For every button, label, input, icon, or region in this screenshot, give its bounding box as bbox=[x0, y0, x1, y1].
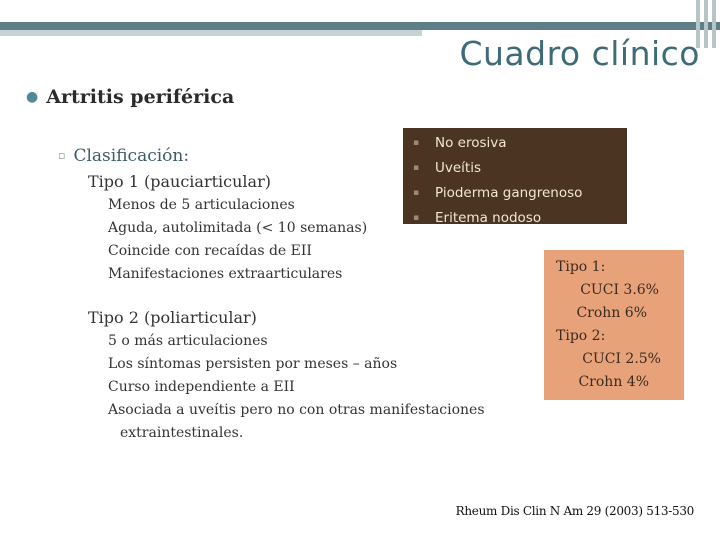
list-item bbox=[106, 353, 485, 376]
prevalencia-box bbox=[544, 250, 684, 400]
list-item-text: No erosiva bbox=[435, 135, 507, 151]
square-bullet-icon: ▫ bbox=[58, 149, 66, 162]
main-bullet bbox=[26, 86, 234, 108]
list-item bbox=[413, 182, 627, 207]
tipo2-list bbox=[106, 330, 485, 445]
square-bullet-icon: ▪ bbox=[413, 188, 420, 198]
list-item-text: Aguda, autolimitada (< 10 semanas) bbox=[108, 220, 368, 236]
clasificacion-heading bbox=[58, 146, 189, 166]
list-item-text: Uveítis bbox=[435, 160, 482, 176]
list-item bbox=[106, 194, 367, 217]
header-band-dark bbox=[0, 22, 720, 30]
reference-citation: Rheum Dis Clin N Am 29 (2003) 513-530 bbox=[455, 504, 694, 518]
list-item-text: Curso independiente a EII bbox=[108, 379, 295, 395]
tipo1-list bbox=[106, 194, 367, 286]
clasificacion-text: Clasificación: bbox=[73, 146, 190, 166]
list-item-text: Menos de 5 articulaciones bbox=[108, 197, 295, 213]
tipo2-heading-text: Tipo 2 (poliarticular) bbox=[88, 308, 257, 327]
tipo1-heading-text: Tipo 1 (pauciarticular) bbox=[88, 172, 271, 191]
tipo2-heading bbox=[86, 308, 257, 327]
corner-decoration bbox=[712, 0, 716, 48]
tipo1-label: Tipo 1: bbox=[556, 259, 606, 275]
list-item bbox=[106, 217, 367, 240]
list-item bbox=[413, 157, 627, 182]
tipo2-crohn: Crohn 4% bbox=[578, 374, 649, 390]
tipo2-label: Tipo 2: bbox=[556, 328, 606, 344]
list-item bbox=[106, 263, 367, 286]
tipo1-crohn: Crohn 6% bbox=[576, 305, 647, 321]
list-item-text: Manifestaciones extraarticulares bbox=[108, 266, 343, 282]
list-item bbox=[106, 376, 485, 399]
square-bullet-icon: ▪ bbox=[413, 138, 420, 148]
tipo1-cuci: CUCI 3.6% bbox=[580, 282, 659, 298]
list-item-text: 5 o más articulaciones bbox=[108, 333, 268, 349]
list-item bbox=[413, 132, 627, 157]
list-item bbox=[106, 399, 485, 422]
list-item-text: Pioderma gangrenoso bbox=[435, 185, 583, 201]
list-item bbox=[413, 207, 627, 232]
corner-decoration bbox=[704, 0, 708, 48]
main-bullet-text: Artritis periférica bbox=[46, 86, 235, 108]
list-item-continuation: extraintestinales. bbox=[120, 425, 244, 441]
square-bullet-icon: ▪ bbox=[413, 213, 420, 223]
list-item-text: Los síntomas persisten por meses – años bbox=[108, 356, 398, 372]
list-item bbox=[106, 330, 485, 353]
square-bullet-icon: ▪ bbox=[413, 163, 420, 173]
slide-title: Cuadro clínico bbox=[459, 34, 700, 73]
manifestaciones-box bbox=[403, 128, 627, 224]
bullet-dot-icon: ● bbox=[26, 89, 39, 105]
tipo2-cuci: CUCI 2.5% bbox=[582, 351, 661, 367]
list-item-text: Asociada a uveítis pero no con otras manifestaciones bbox=[108, 402, 485, 418]
list-item-text: Eritema nodoso bbox=[435, 210, 542, 226]
tipo1-heading bbox=[86, 172, 271, 191]
list-item bbox=[106, 240, 367, 263]
list-item-text: Coincide con recaídas de EII bbox=[108, 243, 312, 259]
